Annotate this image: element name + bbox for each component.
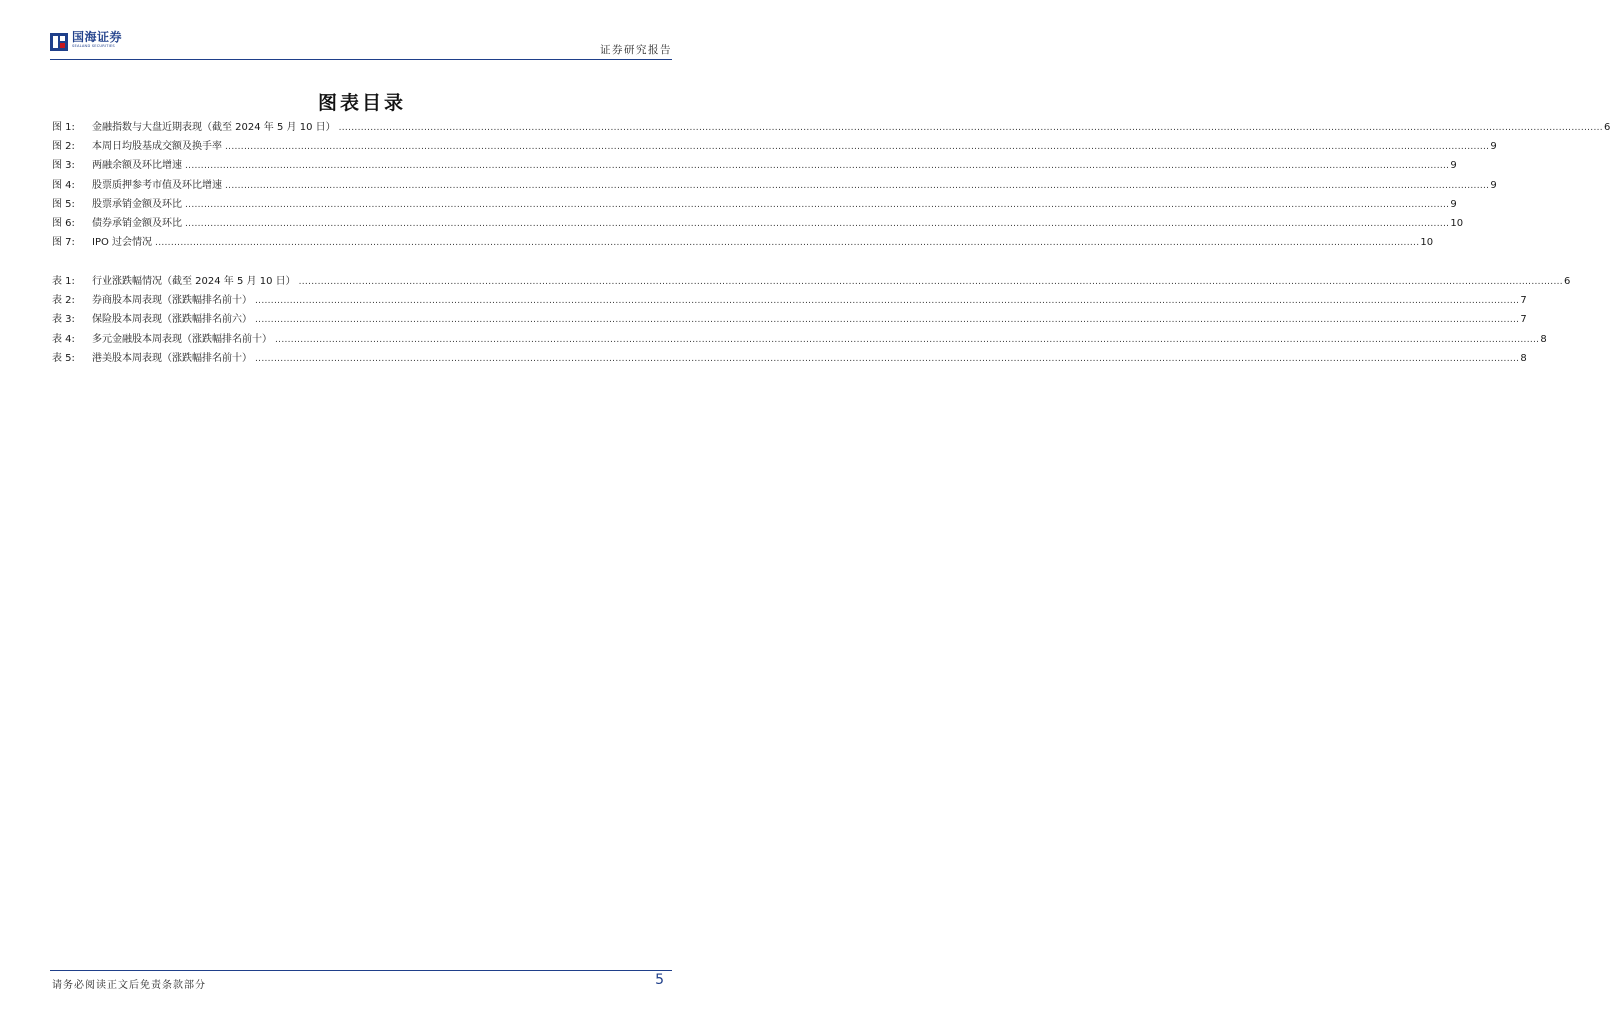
toc-entry-title: 多元金融股本周表现（涨跌幅排名前十） — [92, 333, 272, 345]
toc-entry[interactable] — [52, 311, 1527, 330]
toc-entry-page: 9 — [1450, 160, 1457, 172]
table-list — [52, 272, 1571, 368]
toc-entry-title: 两融余额及环比增速 — [92, 160, 182, 172]
disclaimer-note: 请务必阅读正文后免责条款部分 — [52, 980, 206, 991]
toc-entry-label: 图 6: — [52, 218, 75, 230]
toc-entry[interactable] — [52, 234, 1434, 253]
toc-entry[interactable] — [52, 349, 1527, 368]
toc-entry-page: 9 — [1490, 140, 1497, 152]
figure-list — [52, 118, 1610, 253]
toc-entry-label: 图 4: — [52, 179, 75, 191]
toc-entry[interactable] — [52, 118, 1610, 137]
toc-entry-title: 港美股本周表现（涨跌幅排名前十） — [92, 352, 252, 364]
toc-leader-dots: ................................................................................................................................................................................................................................................................................................................................................................................................................ — [275, 334, 1540, 345]
report-type-label: 证券研究报告 — [600, 44, 672, 56]
toc-entry-title: 股票承销金额及环比 — [92, 198, 182, 210]
toc-entry-page: 9 — [1450, 198, 1457, 210]
toc-entry-label: 图 2: — [52, 140, 75, 152]
toc-entry-page: 10 — [1450, 218, 1464, 230]
toc-entry[interactable] — [52, 176, 1497, 195]
toc-leader-dots: ................................................................................................................................................................................................................................................................................................................................................................................................................ — [185, 161, 1450, 172]
toc-entry-label: 表 3: — [52, 314, 75, 326]
toc-entry-page: 8 — [1520, 352, 1527, 364]
toc-leader-dots: ................................................................................................................................................................................................................................................................................................................................................................................................................ — [155, 238, 1420, 249]
toc-entry[interactable] — [52, 137, 1497, 156]
toc-entry[interactable] — [52, 272, 1571, 291]
footer-divider — [50, 970, 672, 971]
toc-entry-title: 债券承销金额及环比 — [92, 218, 182, 230]
toc-entry-label: 表 1: — [52, 275, 75, 287]
toc-entry-title: 券商股本周表现（涨跌幅排名前十） — [92, 294, 252, 306]
toc-leader-dots: ................................................................................................................................................................................................................................................................................................................................................................................................................ — [255, 353, 1520, 364]
toc-entry-label: 图 7: — [52, 237, 75, 249]
toc-leader-dots: ................................................................................................................................................................................................................................................................................................................................................................................................................ — [298, 276, 1563, 287]
toc-entry-label: 图 3: — [52, 160, 75, 172]
toc-leader-dots: ................................................................................................................................................................................................................................................................................................................................................................................................................ — [255, 295, 1520, 306]
toc-entry-page: 10 — [1420, 237, 1434, 249]
logo-mark-icon — [50, 33, 68, 51]
company-logo — [50, 31, 122, 51]
toc-entry-label: 表 2: — [52, 294, 75, 306]
toc-leader-dots: ................................................................................................................................................................................................................................................................................................................................................................................................................ — [185, 199, 1450, 210]
toc-leader-dots: ................................................................................................................................................................................................................................................................................................................................................................................................................ — [255, 315, 1520, 326]
toc-entry-title: IPO 过会情况 — [92, 237, 153, 249]
toc-entry-label: 表 4: — [52, 333, 75, 345]
toc-entry-title: 行业涨跌幅情况（截至 2024 年 5 月 10 日） — [92, 275, 296, 287]
toc-entry-page: 8 — [1540, 333, 1547, 345]
toc-entry[interactable] — [52, 195, 1457, 214]
toc-entry-label: 图 1: — [52, 121, 75, 133]
toc-entry-page: 6 — [1563, 275, 1571, 287]
toc-leader-dots: ................................................................................................................................................................................................................................................................................................................................................................................................................ — [225, 180, 1490, 191]
header-divider — [50, 59, 672, 60]
page-number: 5 — [655, 972, 664, 988]
toc-entry-title: 本周日均股基成交额及换手率 — [92, 140, 222, 152]
toc-leader-dots: ................................................................................................................................................................................................................................................................................................................................................................................................................ — [338, 122, 1603, 133]
toc-entry-page: 6 — [1603, 121, 1610, 133]
toc-entry[interactable] — [52, 214, 1464, 233]
toc-entry-page: 7 — [1520, 294, 1527, 306]
toc-entry-page: 7 — [1520, 314, 1527, 326]
toc-entry-label: 表 5: — [52, 352, 75, 364]
toc-entry[interactable] — [52, 291, 1527, 310]
toc-entry-title: 股票质押参考市值及环比增速 — [92, 179, 222, 191]
toc-leader-dots: ................................................................................................................................................................................................................................................................................................................................................................................................................ — [225, 141, 1490, 152]
toc-entry-label: 图 5: — [52, 198, 75, 210]
page-header — [50, 28, 672, 60]
logo-chinese-name: 国海证券 — [72, 30, 123, 44]
page-title: 图表目录 — [317, 92, 406, 114]
toc-entry-page: 9 — [1490, 179, 1497, 191]
toc-entry[interactable] — [52, 330, 1547, 349]
toc-entry-title: 保险股本周表现（涨跌幅排名前六） — [92, 314, 252, 326]
logo-english-name: SEALAND SECURITIES — [72, 44, 115, 48]
toc-entry[interactable] — [52, 157, 1457, 176]
toc-entry-title: 金融指数与大盘近期表现（截至 2024 年 5 月 10 日） — [92, 121, 336, 133]
toc-leader-dots: ................................................................................................................................................................................................................................................................................................................................................................................................................ — [185, 219, 1450, 230]
